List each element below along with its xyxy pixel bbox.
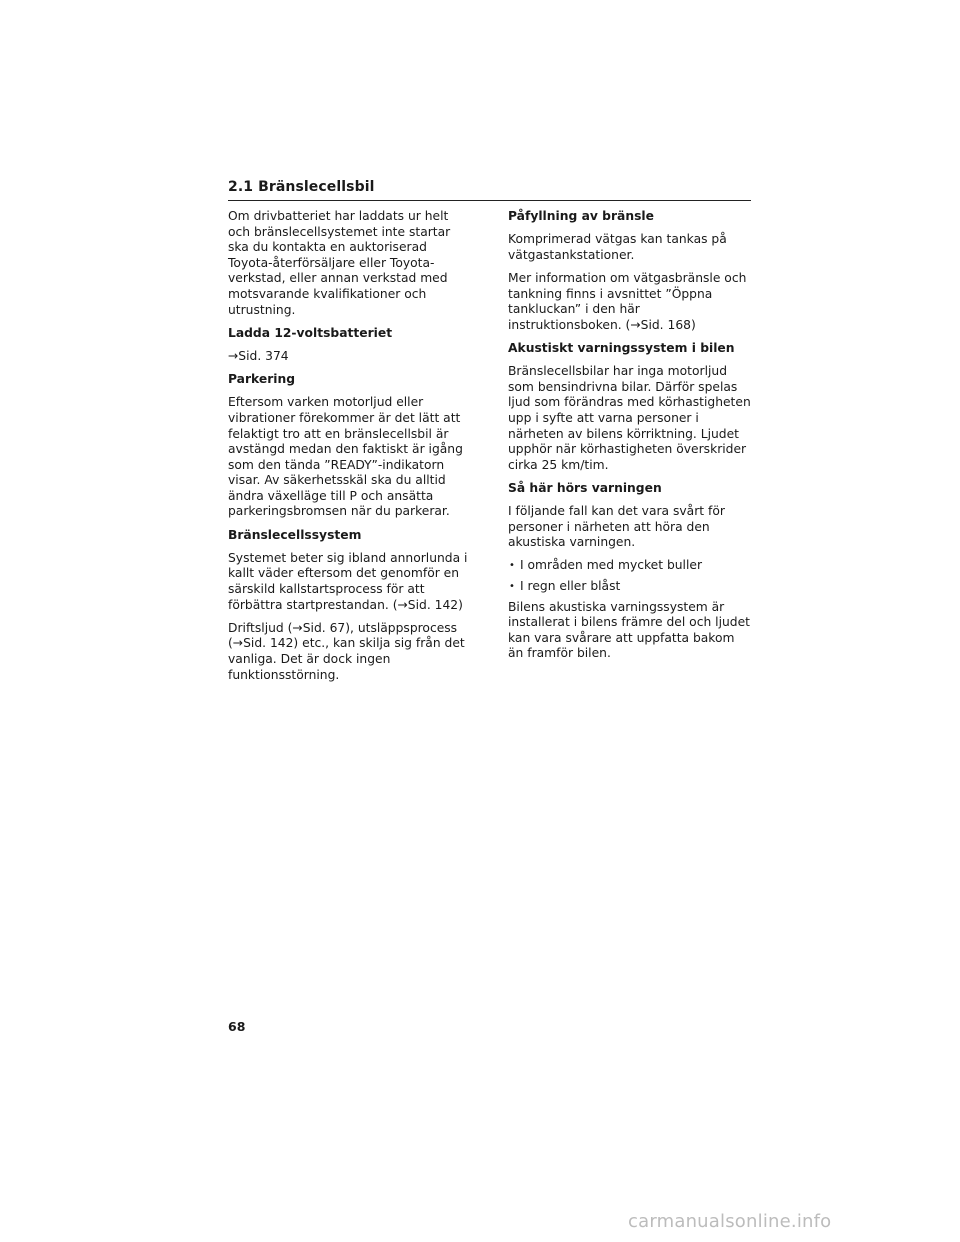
right-column	[508, 209, 752, 670]
list-item: • I områden med mycket buller	[508, 558, 752, 574]
paragraph-hard-to-hear: I följande fall kan det vara svårt för personer i närheten att höra den akustiska varningen.	[508, 504, 725, 550]
heading-how-warning-heard: Så här hörs varningen	[508, 480, 662, 495]
paragraph-parking: Eftersom varken motorljud eller vibrationer förekommer är det lätt att felaktigt tro att en bränslecellsbil är avstängd medan den faktiskt är igång som den tända ”READY”-indikatorn visar. Av säkerhetsskäl ska du alltid ändra växelläge till P och ansätta parkeringsbromsen när du parkerar.	[228, 395, 463, 519]
paragraph-operating-sounds: Driftsljud (→Sid. 67), utsläppsprocess (→Sid. 142) etc., kan skilja sig från det vanliga. Det är dock ingen funktionsstörning.	[228, 620, 465, 682]
paragraph-battery-discharged: Om drivbatteriet har laddats ur helt och bränslecellsystemet inte startar ska du kontakta en auktoriserad Toyota-återförsäljare eller Toyota-verkstad, eller annan verkstad med motsvarande kvalifikationer och utrustning.	[228, 209, 451, 317]
heading-refueling: Påfyllning av bränsle	[508, 209, 654, 223]
bullet-list	[508, 558, 752, 594]
page-reference-link[interactable]: →Sid. 374	[228, 348, 289, 363]
left-column	[228, 209, 468, 691]
paragraph-refueling-info: Mer information om vätgasbränsle och tankning finns i avsnittet ”Öppna tankluckan” i den här instruktionsboken. (→Sid. 168)	[508, 270, 747, 332]
heading-charge-12v-battery: Ladda 12-voltsbatteriet	[228, 325, 393, 340]
paragraph-hydrogen-stations: Komprimerad vätgas kan tankas på vätgastankstationer.	[508, 232, 727, 262]
paragraph-acoustic-warning: Bränslecellsbilar har inga motorljud som bensindrivna bilar. Därför spelas ljud som förändras med körhastigheten upp i syfte att varna personer i närheten av bilens körriktning. Ljudet upphör när körhastigheten överskrider cirka 25 km/tim.	[508, 364, 751, 472]
heading-parking: Parkering	[228, 372, 296, 387]
heading-acoustic-warning: Akustiskt varningssystem i bilen	[508, 340, 735, 355]
heading-fuel-cell-system: Bränslecellssystem	[228, 527, 362, 542]
section-title: 2.1 Bränslecellsbil	[228, 179, 375, 195]
section-header	[228, 178, 751, 201]
watermark: carmanualsonline.info	[628, 1211, 832, 1232]
paragraph-cold-weather: Systemet beter sig ibland annorlunda i kallt väder eftersom det genomför en särskild kallstartsprocess för att förbättra startprestandan. (→Sid. 142)	[228, 550, 468, 612]
list-item: • I regn eller blåst	[508, 579, 752, 595]
page-number: 68	[228, 1019, 246, 1034]
paragraph-system-location: Bilens akustiska varningssystem är installerat i bilens främre del och ljudet kan vara svårare att uppfatta bakom än framför bilen.	[508, 599, 750, 661]
